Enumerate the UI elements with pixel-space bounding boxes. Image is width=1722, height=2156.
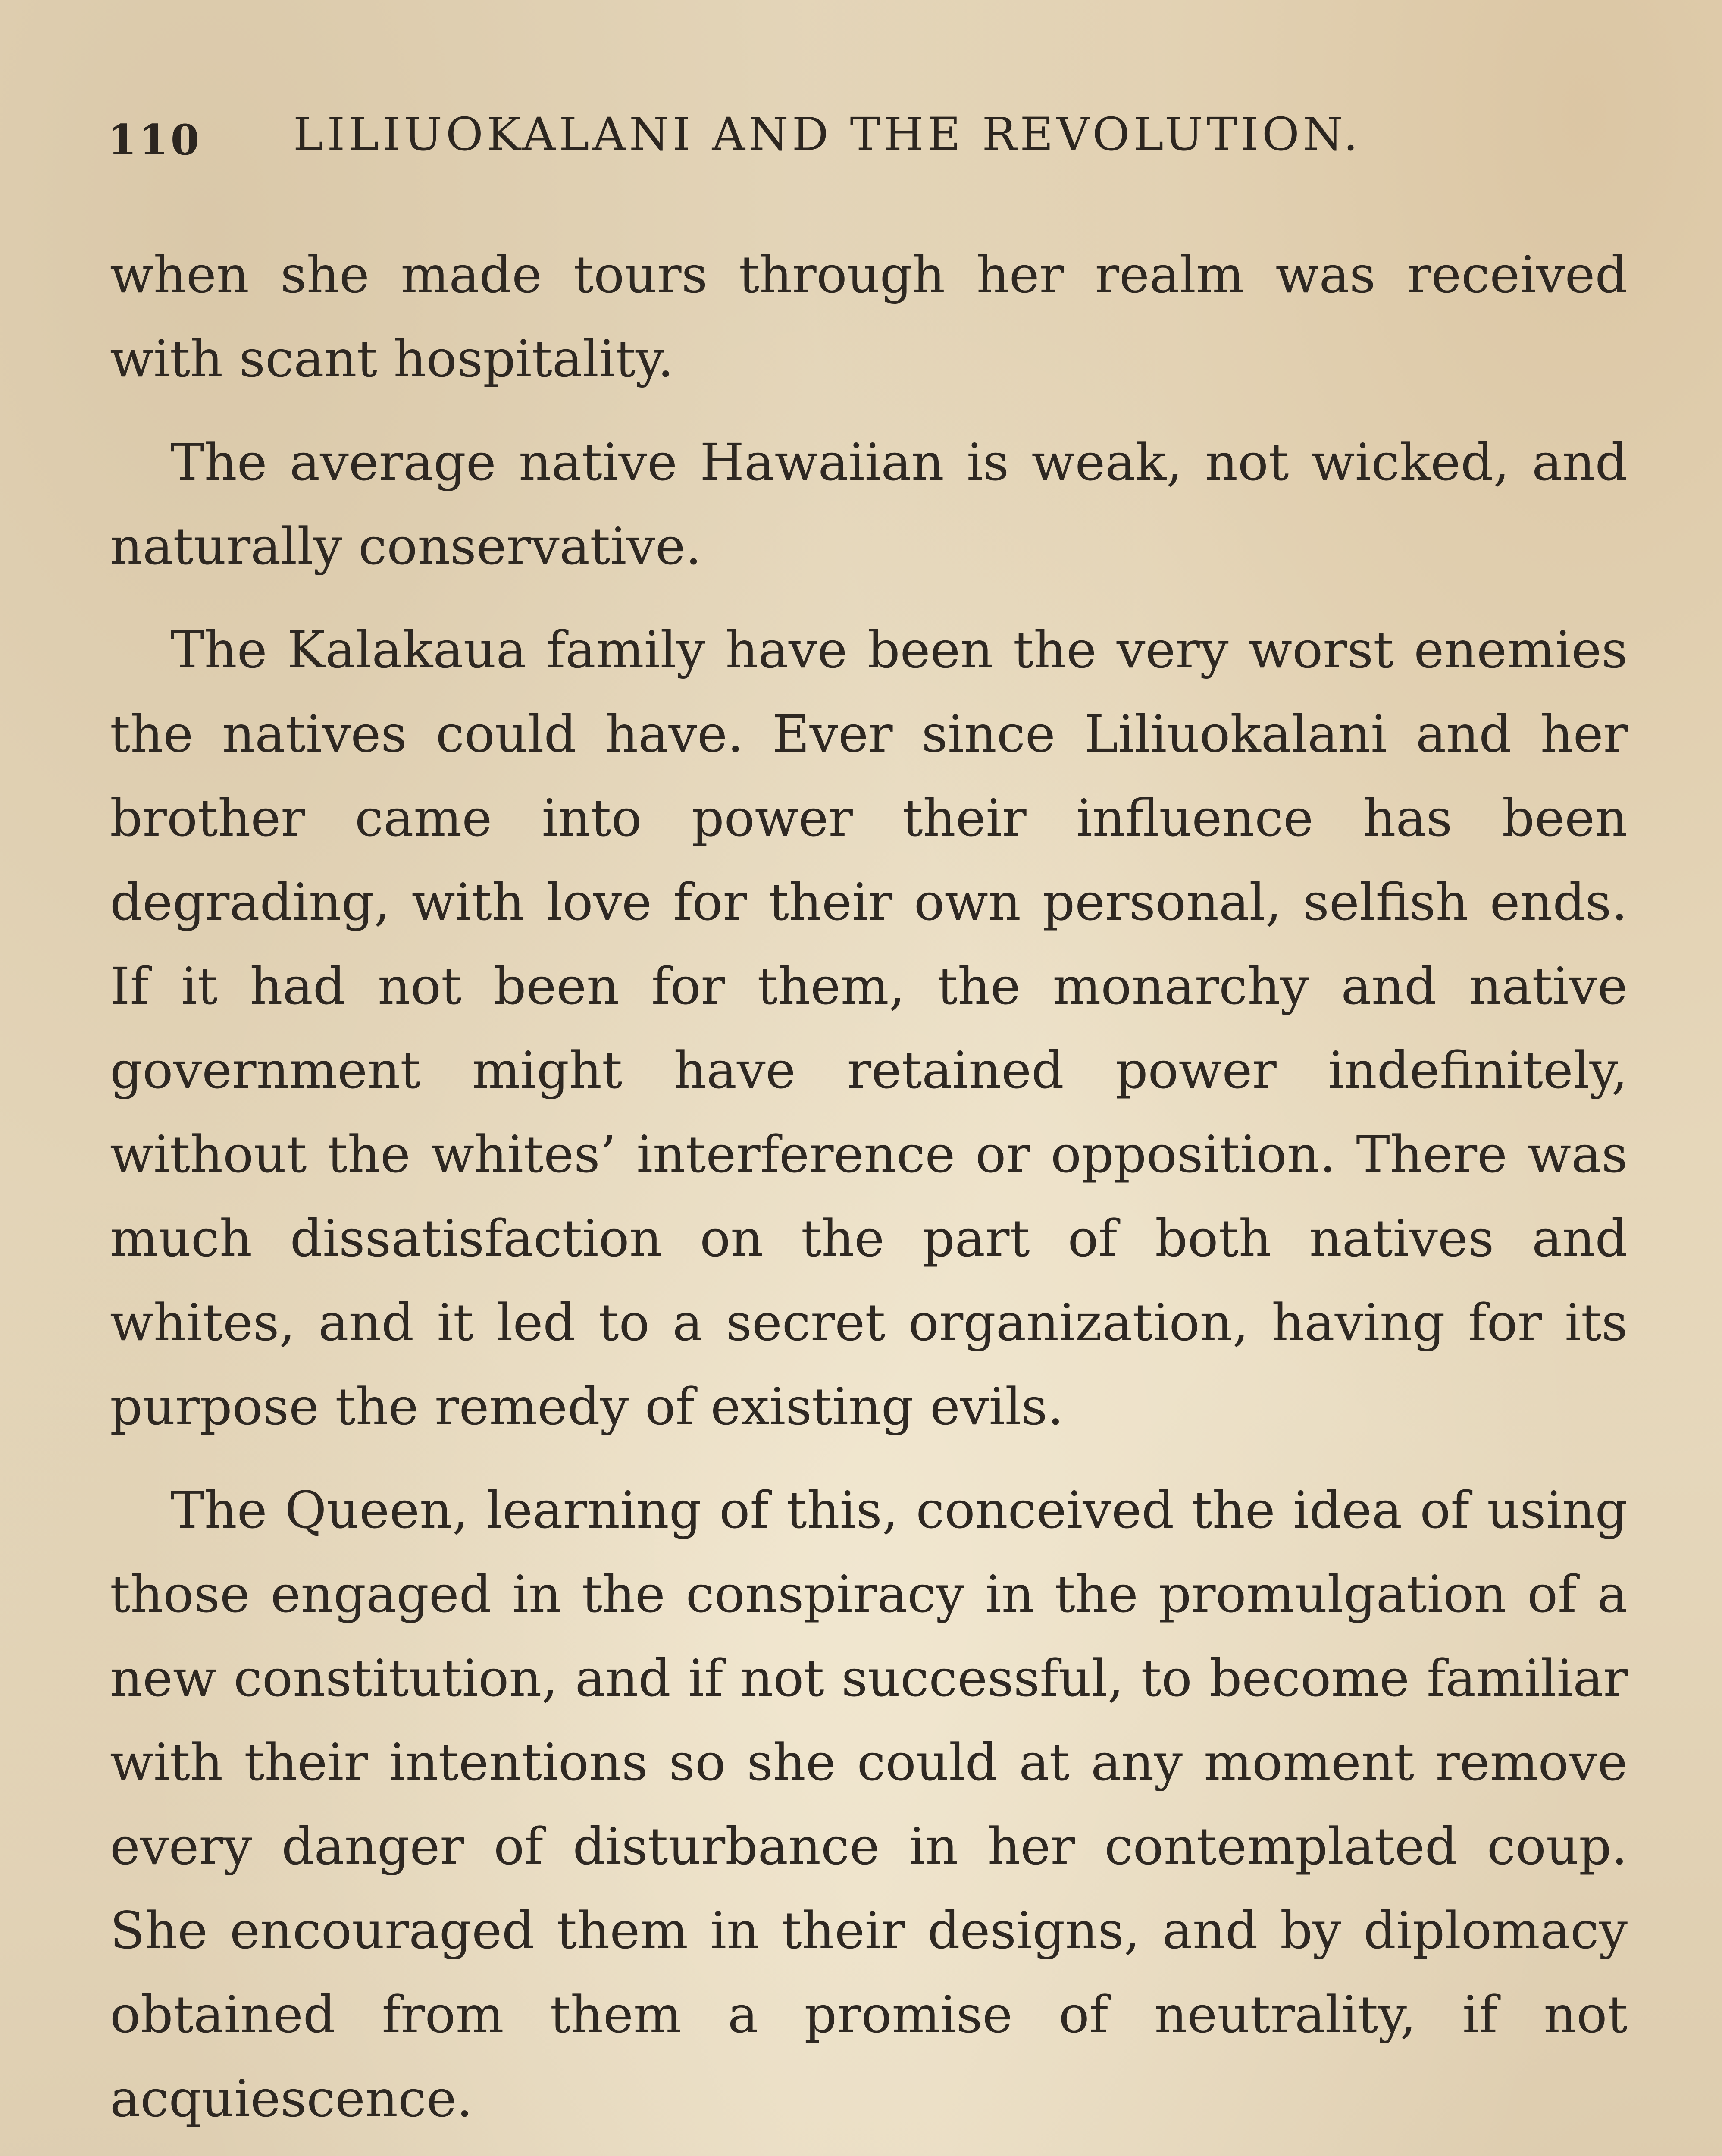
paragraph-3: The Kalakaua family have been the very worst enemies the natives could have. Ever since Liliuokalani and her brother came into power their influence has been degrading, with love for their own personal, selfish ends. If it had not been for them, the monarchy and native government might have retained power indefinitely, without the whites’ interference or opposition. There was much dissatisfaction on the part of both natives and whites, and it led to a secret organization, having for its purpose the remedy of existing evils. [110, 620, 1628, 1436]
paragraph-4: The Queen, learning of this, conceived the idea of using those engaged in the conspiracy in the promulgation of a new constitution, and if not successful, to become familiar with their intentions so she could at any moment remove every danger of disturbance in her contemplated coup. She encouraged them in their designs, and by diplomacy obtained from them a promise of neutrality, if not acquiescence. [110, 1480, 1628, 2128]
paragraph-1: when she made tours through her realm was received with scant hospitality. [110, 245, 1628, 389]
body-text [110, 233, 1628, 2156]
page-number: 110 [108, 116, 202, 164]
running-head [108, 108, 1634, 172]
running-title: LILIUOKALANI AND THE REVOLUTION. [293, 108, 1362, 161]
paragraph-2: The average native Hawaiian is weak, not wicked, and naturally conservative. [110, 432, 1628, 576]
